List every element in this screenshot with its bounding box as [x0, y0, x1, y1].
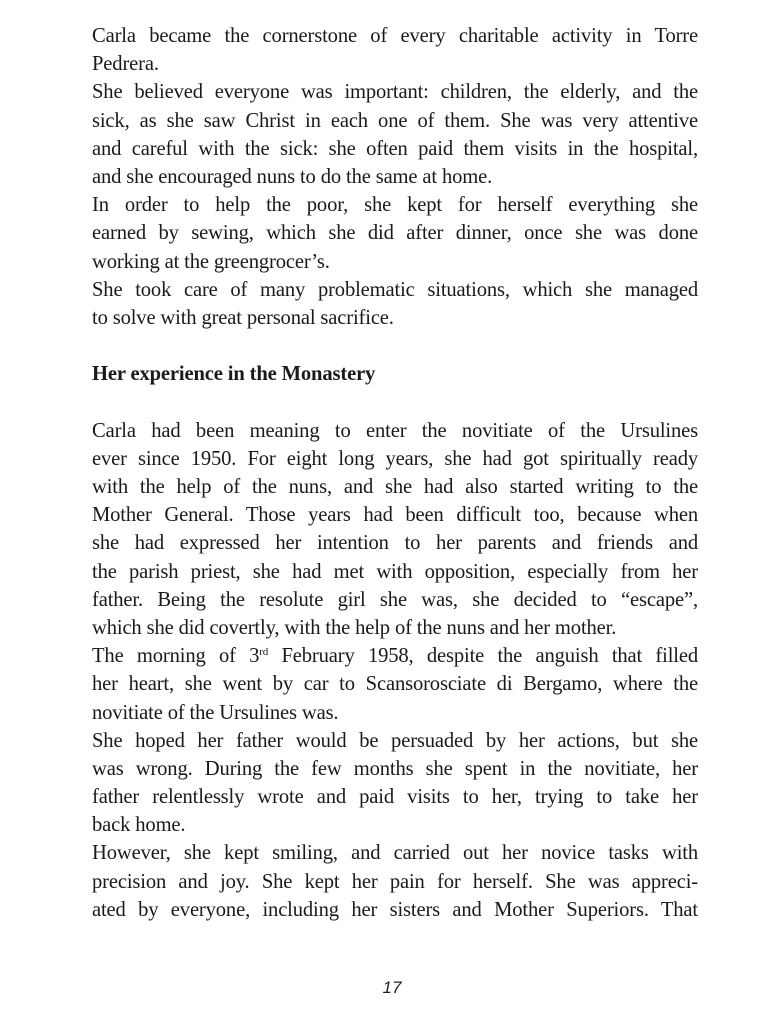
text-line: working at the greengrocer’s. — [92, 250, 330, 273]
text-line: Pedrera. — [92, 53, 159, 76]
spacer — [92, 388, 698, 416]
spacer — [92, 332, 698, 360]
text-line: Carla became the cornerstone of every charitable activity in Torre — [92, 25, 698, 47]
text-line: the parish priest, she had met with opposition, especially from her — [92, 560, 698, 583]
text-line: which she did covertly, with the help of the nuns and her mother. — [92, 616, 617, 639]
paragraph — [92, 191, 698, 276]
paragraph — [92, 22, 698, 78]
page-number: 17 — [382, 978, 402, 997]
ordinal-suffix: rd — [259, 646, 269, 659]
text-line: She hoped her father would be persuaded by her actions, but she — [92, 729, 698, 752]
text-line: was wrong. During the few months she spent in the novitiate, her — [92, 757, 698, 780]
text-line: Mother General. Those years had been difficult too, because when — [92, 504, 698, 527]
section-heading: Her experience in the Monastery — [92, 363, 376, 386]
paragraph — [92, 276, 698, 332]
text-line: father relentlessly wrote and paid visits to her, trying to take her — [92, 786, 698, 809]
text-line: earned by sewing, which she did after dinner, once she was done — [92, 222, 698, 245]
text-line: precision and joy. She kept her pain for herself. She was appreci- — [92, 870, 698, 893]
paragraph — [92, 642, 698, 727]
text-line: ever since 1950. For eight long years, she had got spiritually ready — [92, 447, 698, 470]
text-line: She believed everyone was important: children, the elderly, and the — [92, 81, 698, 104]
paragraph — [92, 727, 698, 840]
text-line: and she encouraged nuns to do the same at home. — [92, 165, 493, 188]
date-text-after: February 1958, despite the anguish that filled — [268, 645, 698, 668]
text-line: father. Being the resolute girl she was, she decided to “escape”, — [92, 588, 698, 611]
text-line: with the help of the nuns, and she had also started writing to the — [92, 476, 698, 498]
text-line: novitiate of the Ursulines was. — [92, 701, 339, 724]
book-page — [92, 22, 698, 924]
text-line: and careful with the sick: she often paid them visits in the hospital, — [92, 137, 698, 160]
text-line: sick, as she saw Christ in each one of them. She was very attentive — [92, 109, 698, 132]
paragraph — [92, 839, 698, 924]
text-line-date — [92, 642, 698, 670]
paragraph — [92, 417, 698, 643]
text-line: In order to help the poor, she kept for herself everything she — [92, 194, 698, 217]
text-line: to solve with great personal sacrifice. — [92, 306, 394, 329]
text-line: she had expressed her intention to her parents and friends and — [92, 532, 698, 555]
text-line: ated by everyone, including her sisters and Mother Superiors. That — [92, 898, 698, 921]
text-line: Carla had been meaning to enter the novitiate of the Ursulines — [92, 419, 698, 442]
text-line: her heart, she went by car to Scansorosciate di Bergamo, where the — [92, 673, 698, 696]
text-line: However, she kept smiling, and carried out her novice tasks with — [92, 842, 698, 865]
paragraph — [92, 78, 698, 191]
date-text-before: The morning of 3 — [92, 645, 260, 668]
text-line: back home. — [92, 814, 186, 837]
text-line: She took care of many problematic situations, which she managed — [92, 278, 698, 301]
